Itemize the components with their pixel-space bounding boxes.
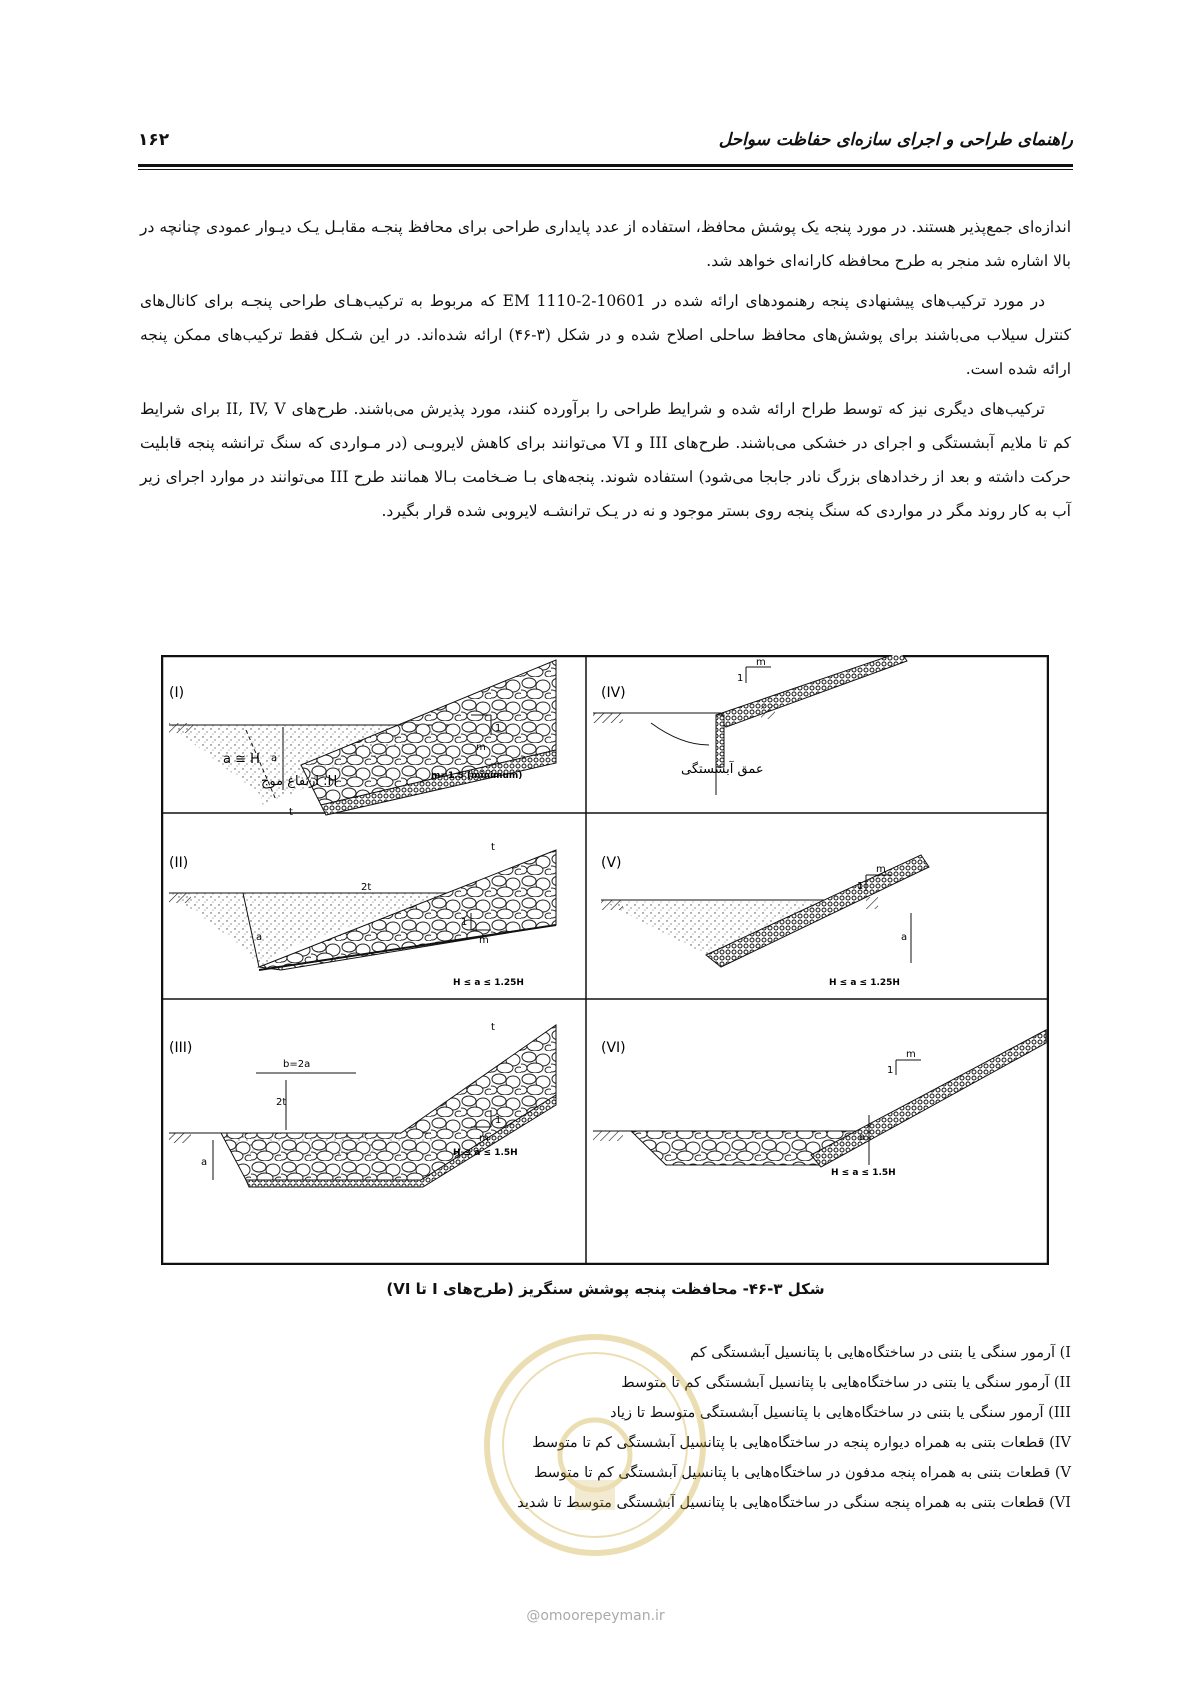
- page-header: [138, 124, 1073, 164]
- watermark-seal-icon: [480, 1330, 710, 1560]
- a-approx-h: a ≅ H: [223, 752, 260, 767]
- figure-toe-protection: [161, 655, 1049, 1265]
- header-rule-thick: [138, 164, 1073, 167]
- dim-a: a: [859, 1132, 866, 1143]
- dim-t: t: [289, 807, 293, 818]
- range-note: H ≤ a ≤ 1.25H: [829, 978, 900, 988]
- dim-2t: 2t: [276, 1097, 287, 1108]
- legend-item-5: V) قطعات بتنی به همراه پنجه مدفون در ساختگاه‌هایی با پتانسیل آبشستگی کم تا متوسط: [533, 1465, 1071, 1481]
- panel-3-label: (III): [169, 1040, 193, 1056]
- ground-hatch: [593, 713, 623, 723]
- running-title: راهنمای طراحی و اجرای سازه‌ای حفاظت سواحل: [718, 130, 1073, 150]
- dim-a: a: [271, 753, 278, 764]
- slope-one: 1: [887, 1065, 894, 1076]
- slope-m: m: [479, 1133, 489, 1144]
- body-text: [140, 210, 1071, 534]
- slope-one: 1: [495, 1115, 502, 1126]
- range-note: H ≤ a ≤ 1.5H: [831, 1168, 896, 1178]
- panel-5-label: (V): [601, 855, 622, 871]
- slope-one: 1: [737, 673, 744, 684]
- ground-hatch: [866, 897, 878, 909]
- slope-m: m: [476, 742, 486, 753]
- range-note: H ≤ a ≤ 1.25H: [453, 978, 524, 988]
- ground-hatch: [593, 1131, 623, 1141]
- footer-watermark: @omoorepeyman.ir: [526, 1608, 665, 1624]
- h-definition: H: ارتفاع موج: [261, 774, 338, 789]
- figure-caption: شکل ۳-۴۶- محافظت پنجه پوشش سنگریز (طرح‌های I تا VI): [386, 1280, 825, 1298]
- slope-m: m: [479, 935, 489, 946]
- dim-t: t: [491, 842, 495, 853]
- legend-item-4: IV) قطعات بتنی به همراه دیواره پنجه در ساختگاه‌هایی با پتانسیل آبشستگی کم تا متوسط: [532, 1435, 1071, 1451]
- header-rule-thin: [138, 169, 1073, 170]
- dim-b: b=2a: [283, 1059, 311, 1070]
- slope-one: 1: [857, 881, 864, 892]
- legend-item-3: III) آرمور سنگی یا بتنی در ساختگاه‌هایی با پتانسیل آبشستگی متوسط تا زیاد: [610, 1405, 1071, 1421]
- dim-a: a: [201, 1157, 208, 1168]
- legend-item-2: II) آرمور سنگی یا بتنی در ساختگاه‌هایی با پتانسیل آبشستگی کم تا متوسط: [621, 1375, 1071, 1391]
- dim-a: a: [256, 932, 263, 943]
- panel-6-label: (VI): [601, 1040, 626, 1056]
- paragraph-2: در مورد ترکیب‌های پیشنهادی پنجه رهنمودهای ارائه شده در EM 1110-2-10601 که مربوط به ترکیب‌هـای طراحی پنجـه برای کانال‌های کنترل سیلاب می‌باشند برای پوشش‌های محافظ ساحلی اصلاح شده و در شکل (۳-۴۶) ارائه شده‌اند. در این شـکل فقط ترکیب‌های ممکن پنجه ارائه شده است.: [140, 292, 1071, 378]
- paragraph-3: ترکیب‌های دیگری نیز که توسط طراح ارائه شده و شرایط طراحی را برآورده کنند، مورد پذیرش می‌باشند. طرح‌های II, IV, V برای شرایط کم تا ملایم آبشستگی و اجرای در خشکی می‌باشند. طرح‌های III و VI می‌توانند برای کاهش لایروبـی (در مـواردی که سنگ ترانشه پنجه قابلیت حرکت داشته و بعد از رخدادهای بزرگ نادر جابجا می‌شود) استفاده شوند. پنجه‌های بـا ضـخامت بـالا همانند طرح III می‌توانند در موارد اجرای زیر آب به کار روند مگر در مواردی که سنگ پنجه روی بستر موجود و نه در یـک ترانشـه لایروبی شده قرار بگیرد.: [140, 400, 1072, 520]
- paragraph-1: اندازه‌ای جمع‌پذیر هستند. در مورد پنجه یک پوشش محافظ، استفاده از عدد پایداری طراحی برای محافظ پنجـه مقابـل یـک دیـوار عمودی چنانچه در بالا اشاره شد منجر به طرح محافظه کارانه‌ای خواهد شد.: [140, 218, 1071, 270]
- panel-4-label: (IV): [601, 685, 626, 701]
- panel-1-label: (I): [169, 685, 185, 701]
- dim-t: t: [491, 1022, 495, 1033]
- slope-one: 1: [495, 723, 502, 734]
- ground-hatch: [761, 705, 775, 719]
- range-note: H ≤ a ≤ 1.5H: [453, 1148, 518, 1158]
- slope-m: m: [906, 1049, 916, 1060]
- legend-item-1: I) آرمور سنگی یا بتنی در ساختگاه‌هایی با پتانسیل آبشستگی کم: [690, 1345, 1071, 1361]
- dim-2t: 2t: [361, 882, 372, 893]
- panel-2-label: (II): [169, 855, 189, 871]
- slope-one: 1: [461, 917, 468, 928]
- dim-a: a: [901, 932, 908, 943]
- slope-note: m=1.5 (minimum): [431, 771, 523, 781]
- page-number: ۱۶۲: [138, 130, 170, 150]
- scour-depth: عمق آبشستگی: [681, 762, 764, 777]
- ground-hatch: [169, 1133, 191, 1143]
- slope-m: m: [876, 864, 886, 875]
- slope-m: m: [756, 657, 766, 668]
- legend-item-6: VI) قطعات بتنی به همراه پنجه سنگی در ساختگاه‌هایی با پتانسیل آبشستگی متوسط تا شدید: [517, 1495, 1071, 1511]
